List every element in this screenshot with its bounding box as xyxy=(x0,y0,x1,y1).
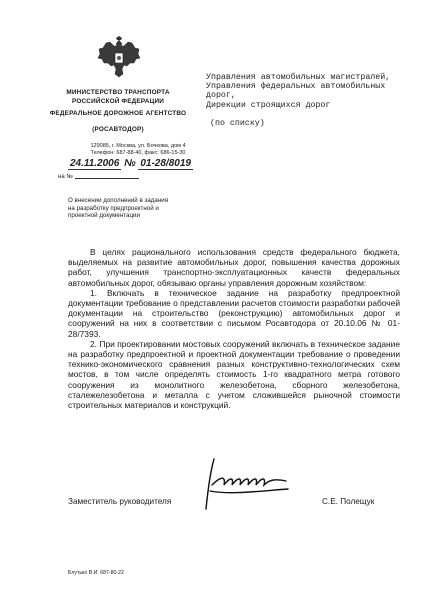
ministry-name xyxy=(38,88,198,106)
addressee-line: Управления федеральных автомобильных xyxy=(206,82,386,92)
ministry-name-line1: МИНИСТЕРСТВО ТРАНСПОРТА xyxy=(66,89,170,96)
addressee-note: (по списку) xyxy=(210,118,265,128)
addressee-block xyxy=(206,73,396,128)
letter-subject xyxy=(68,197,218,220)
body-paragraph: 2. При проектировании мостовых сооружений включать в техническое задание на разработку предпроектной и проектной документации требование о проведении технико-экономического сравнения разных конструктивно-технологических схем мостов, в том числе определять стоимость 1-го квадратного метра готового сооружения из монолитного железобетона, сборного железобетона, сталежелезобетона и металла с учетом сложившейся рыночной стоимости строительных материалов и конструкций. xyxy=(68,338,400,411)
addressee-line: Дирекции строящихся дорог xyxy=(206,100,331,110)
letter-number: 01-28/8019 xyxy=(140,158,191,169)
reference-label: на № xyxy=(58,174,73,180)
reference-line xyxy=(58,174,139,180)
addressee-line: Управления автомобильных магистралей, xyxy=(206,73,391,82)
address-line: 129085, г. Москва, ул. Бочкова, дом 4 xyxy=(90,143,186,149)
letter-date: 24.11.2006 xyxy=(70,158,120,169)
subject-line: О внесении дополнений в задания xyxy=(68,197,169,204)
double-headed-eagle-emblem xyxy=(96,36,142,80)
signatory-title: Заместитель руководителя xyxy=(68,497,172,506)
agency-abbreviation: (РОСАВТОДОР) xyxy=(92,126,144,133)
agency-address xyxy=(68,143,208,157)
reference-blank xyxy=(75,178,139,179)
executor-note: Блутько В.И. 687-80-22 xyxy=(68,570,124,576)
body-paragraph: 1. Включать в техническое задание на разработку предпроектной документации требование о представлении расчетов стоимости разработки рабочей документации на строительство (реконструкцию) автомобильных дорог и сооружений на них в соответствии с письмом Росавтодора от 20.10.06 № 01-28/7393. xyxy=(68,287,400,339)
handwritten-signature xyxy=(200,455,292,513)
agency-name: ФЕДЕРАЛЬНОЕ ДОРОЖНОЕ АГЕНТСТВО xyxy=(49,110,187,117)
signatory-name: С.Е. Полещук xyxy=(322,497,375,506)
number-sign: № xyxy=(124,158,136,169)
ministry-name-line2: РОССИЙСКОЙ ФЕДЕРАЦИИ xyxy=(71,98,165,105)
addressee-line: дорог, xyxy=(206,91,236,101)
date-number-line xyxy=(68,158,193,169)
subject-line: на разработку предпроектной и xyxy=(68,204,159,212)
body-paragraph: В целях рационального использования средств федерального бюджета, выделяемых на развитие автомобильных дорог, повышения качества дорожных работ, улучшения транспортно-эксплуатационных качеств федеральных автомобильных дорог, обязываю органы управления дорожным хозяйством: xyxy=(68,247,400,288)
phone-fax-line: Телефон: 687-88-40, факс: 686-15-30 xyxy=(90,150,186,156)
subject-line: проектной документации xyxy=(68,212,140,220)
letter-body xyxy=(68,247,400,410)
